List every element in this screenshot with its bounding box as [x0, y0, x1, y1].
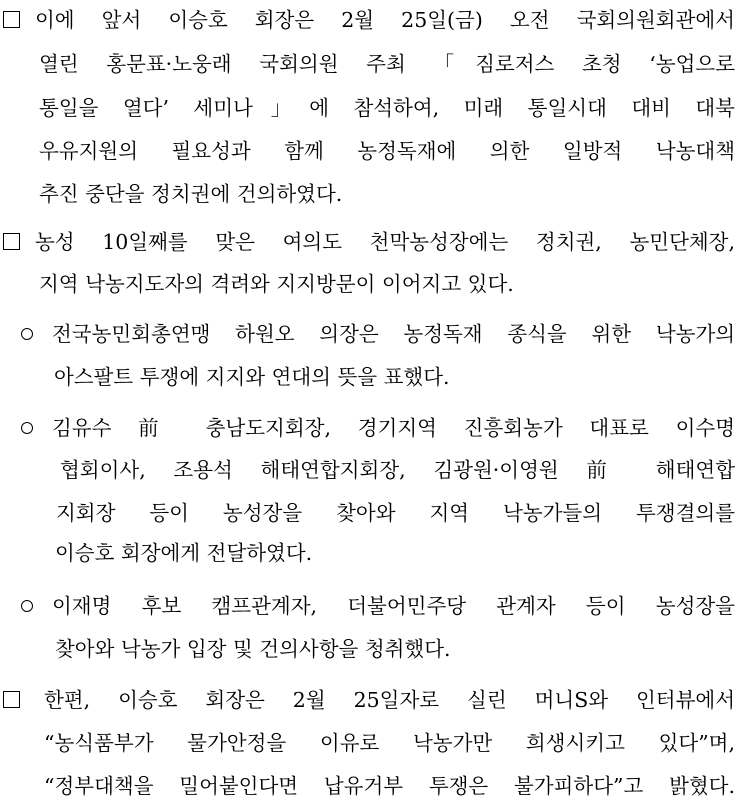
- circle-bullet-icon: [21, 422, 33, 434]
- text-line: 열린 홍문표·노웅래 국회의원 주최 「짐로저스 초청 ‘농업으로: [39, 52, 735, 76]
- circle-bullet-icon: [21, 600, 33, 612]
- text-line: 이승호 회장에게 전달하였다.: [55, 541, 313, 565]
- text-line: “농식품부가 물가안정을 이유로 낙농가만 희생시키고 있다”며,: [44, 731, 735, 755]
- text-line: 추진 중단을 정치권에 건의하였다.: [39, 182, 343, 206]
- text-line: “정부대책을 밀어붙인다면 납유거부 투쟁은 불가피하다”고 밝혔다.: [44, 774, 735, 798]
- text-line: 지회장 등이 농성장을 찾아와 지역 낙농가들의 투쟁결의를: [56, 501, 735, 525]
- square-bullet-icon: [3, 691, 20, 708]
- text-line: 이에 앞서 이승호 회장은 2월 25일(금) 오전 국회의원회관에서: [35, 8, 735, 32]
- circle-bullet-icon: [21, 328, 33, 340]
- text-line: 아스팔트 투쟁에 지지와 연대의 뜻을 표했다.: [54, 365, 450, 389]
- text-line: 협회이사, 조용석 해태연합지회장, 김광원·이영원 前 해태연합: [60, 458, 735, 482]
- text-line: 지역 낙농지도자의 격려와 지지방문이 이어지고 있다.: [39, 272, 514, 296]
- text-line: 찾아와 낙농가 입장 및 건의사항을 청취했다.: [55, 637, 451, 661]
- text-line: 한편, 이승호 회장은 2월 25일자로 실린 머니S와 인터뷰에서: [44, 688, 735, 712]
- square-bullet-icon: [3, 233, 20, 250]
- text-line: 농성 10일째를 맞은 여의도 천막농성장에는 정치권, 농민단체장,: [35, 230, 735, 254]
- square-bullet-icon: [3, 11, 20, 28]
- text-line: 전국농민회총연맹 하원오 의장은 농정독재 종식을 위한 낙농가의: [52, 322, 735, 346]
- text-line: 김유수 前 충남도지회장, 경기지역 진흥회농가 대표로 이수명: [52, 416, 735, 440]
- text-line: 이재명 후보 캠프관계자, 더불어민주당 관계자 등이 농성장을: [52, 594, 735, 618]
- text-line: 우유지원의 필요성과 함께 농정독재에 의한 일방적 낙농대책: [39, 139, 735, 163]
- text-line: 통일을 열다’ 세미나」에 참석하여, 미래 통일시대 대비 대북: [39, 96, 735, 120]
